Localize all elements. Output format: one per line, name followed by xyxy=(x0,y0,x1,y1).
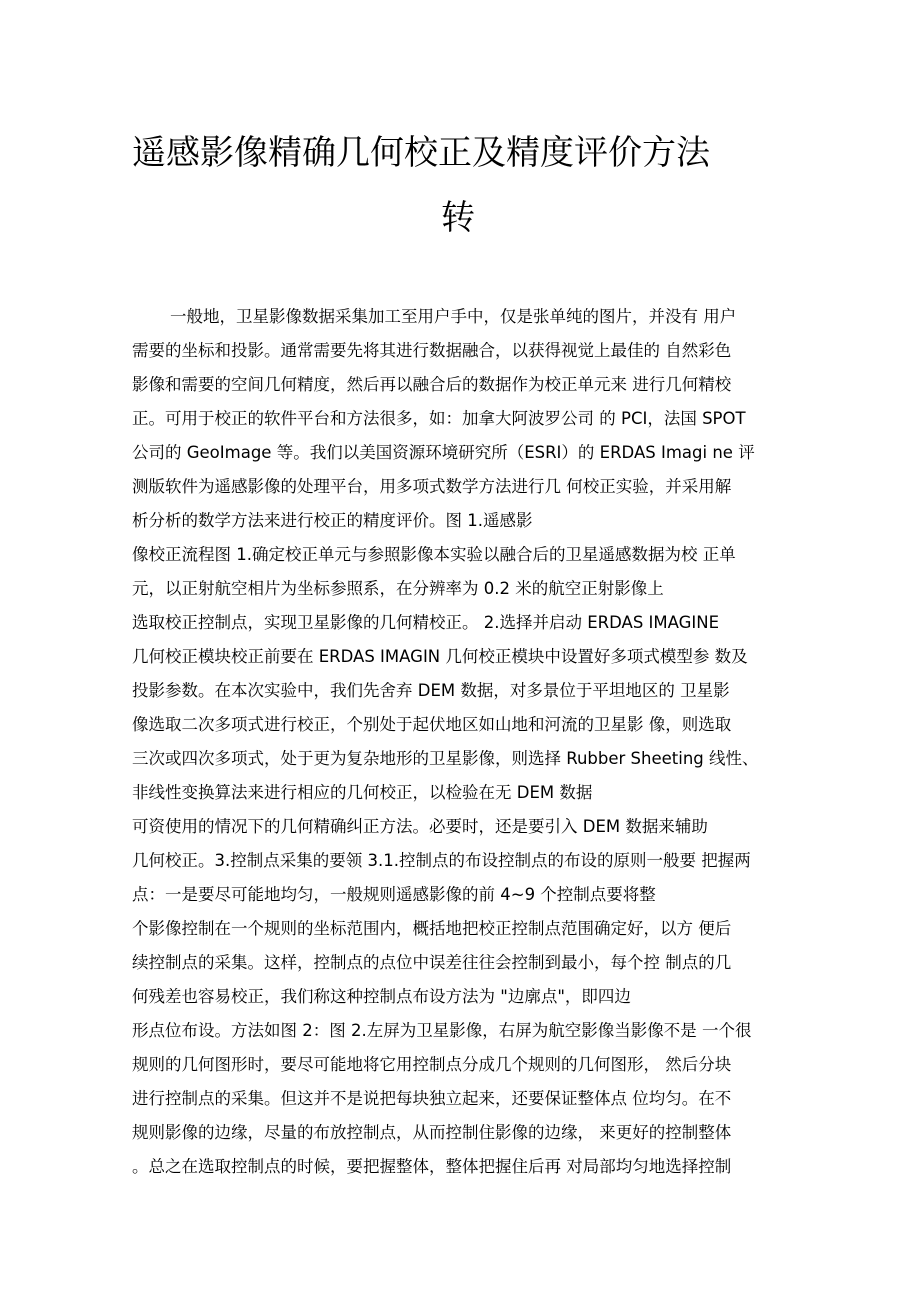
body-line: 规则的几何图形时，要尽可能地将它用控制点分成几个规则的几何图形， 然后分块 xyxy=(132,1055,732,1074)
body-line: 选取校正控制点，实现卫星影像的几何精校正。 2.选择并启动 ERDAS IMAGINE xyxy=(132,613,720,632)
body-line: 点：一是要尽可能地均匀，一般规则遥感影像的前 4~9 个控制点要将整 xyxy=(132,885,656,904)
body-line: 投影参数。在本次实验中，我们先舍弃 DEM 数据，对多景位于平坦地区的 卫星影 xyxy=(132,681,730,700)
body-paragraph xyxy=(132,300,782,1184)
body-line: 一般地，卫星影像数据采集加工至用户手中，仅是张单纯的图片，并没有 用户 xyxy=(170,307,737,326)
body-line: 像选取二次多项式进行校正，个别处于起伏地区如山地和河流的卫星影 像，则选取 xyxy=(132,715,732,734)
body-line: 规则影像的边缘，尽量的布放控制点，从而控制住影像的边缘， 来更好的控制整体 xyxy=(132,1123,732,1142)
body-line: 个影像控制在一个规则的坐标范围内，概括地把校正控制点范围确定好，以方 便后 xyxy=(132,919,732,938)
body-line: 进行控制点的采集。但这并不是说把每块独立起来，还要保证整体点 位均匀。在不 xyxy=(132,1089,732,1108)
document-title-line-2: 转 xyxy=(441,198,475,238)
body-line: 公司的 GeoImage 等。我们以美国资源环境研究所（ESRI）的 ERDAS Imagi ne 评 xyxy=(132,443,755,462)
body-line: 几何校正模块校正前要在 ERDAS IMAGIN 几何校正模块中设置好多项式模型参 数及 xyxy=(132,647,748,666)
body-line: 可资使用的情况下的几何精确纠正方法。必要时，还是要引入 DEM 数据来辅助 xyxy=(132,817,708,836)
body-line: 影像和需要的空间几何精度，然后再以融合后的数据作为校正单元来 进行几何精校 xyxy=(132,375,732,394)
body-line: 何残差也容易校正，我们称这种控制点布设方法为 "边廓点"，即四边 xyxy=(132,987,631,1006)
body-line: 正。可用于校正的软件平台和方法很多，如：加拿大阿波罗公司 的 PCI，法国 SPOT xyxy=(132,409,746,428)
body-line: 像校正流程图 1.确定校正单元与参照影像本实验以融合后的卫星遥感数据为校 正单 xyxy=(132,545,736,564)
body-line: 测版软件为遥感影像的处理平台，用多项式数学方法进行几 何校正实验，并采用解 xyxy=(132,477,732,496)
body-line: 。总之在选取控制点的时候，要把握整体，整体把握住后再 对局部均匀地选择控制 xyxy=(132,1157,732,1176)
body-line: 形点位布设。方法如图 2：图 2.左屏为卫星影像，右屏为航空影像当影像不是 一个很 xyxy=(132,1021,752,1040)
body-line: 三次或四次多项式，处于更为复杂地形的卫星影像，则选择 Rubber Sheeting 线性、 xyxy=(132,749,759,768)
body-line: 需要的坐标和投影。通常需要先将其进行数据融合，以获得视觉上最佳的 自然彩色 xyxy=(132,341,732,360)
body-line: 非线性变换算法来进行相应的几何校正，以检验在无 DEM 数据 xyxy=(132,783,593,802)
body-line: 析分析的数学方法来进行校正的精度评价。图 1.遥感影 xyxy=(132,511,533,530)
body-line: 元，以正射航空相片为坐标参照系，在分辨率为 0.2 米的航空正射影像上 xyxy=(132,579,664,598)
document-title-line-1: 遥感影像精确几何校正及精度评价方法 xyxy=(132,133,710,173)
body-line: 续控制点的采集。这样，控制点的点位中误差往往会控制到最小，每个控 制点的几 xyxy=(132,953,732,972)
body-line: 几何校正。3.控制点采集的要领 3.1.控制点的布设控制点的布设的原则一般要 把握两 xyxy=(132,851,751,870)
